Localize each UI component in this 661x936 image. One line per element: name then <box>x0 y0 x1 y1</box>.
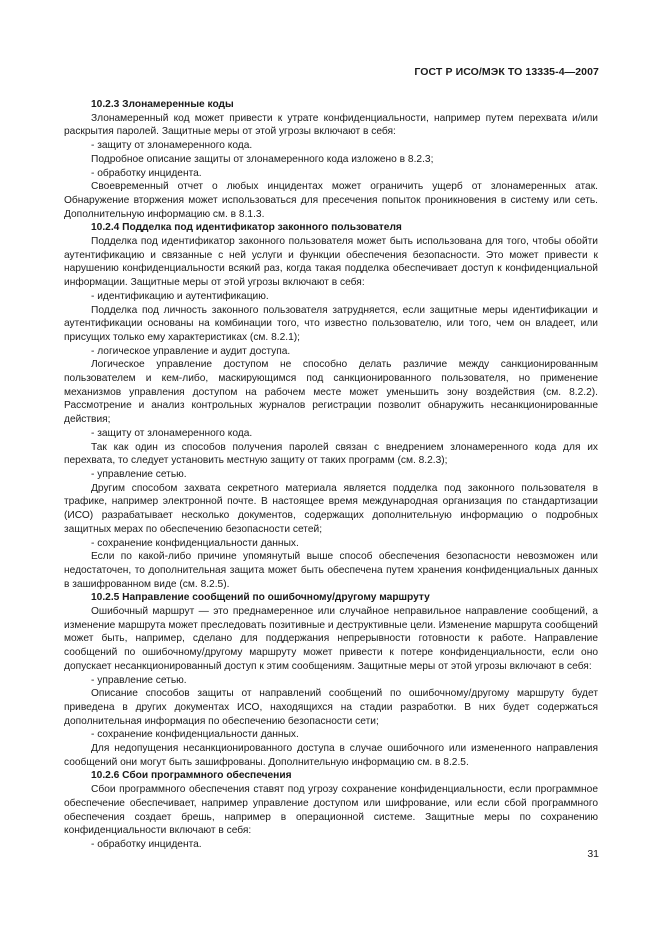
list-item: - сохранение конфиденциальности данных. <box>91 537 299 549</box>
paragraph: Ошибочный маршрут — это преднамеренное или случайное неправильное направление сообщений, а изменение маршрута может преследовать позитивные и деструктивные цели. Изменение маршрута сообщений может быть, например, сделано для поддержания непрерывности готовности к работе. Направление сообщений по ошибочному/другому маршруту может привести к потере конфиденциальности, если оно допускает несанкционированный доступ к этим сообщениям. Защитные меры от этой угрозы включают в себя: <box>64 606 598 672</box>
section-10-2-4 <box>64 221 598 591</box>
paragraph: Если по какой-либо причине упомянутый выше способ обеспечения безопасности невозможен или недостаточен, то дополнительная защита может быть обеспечена путем хранения конфиденциальных данных в зашифрованном виде (см. 8.2.5). <box>64 551 598 590</box>
paragraph: Логическое управление доступом не способно делать различие между санкционированным пользователем и кем-либо, маскирующимся под санкционированного пользователя, но применение механизмов управления доступом на рабочем месте может уменьшить зону воздействия (см. 8.2.2). Рассмотрение и анализ контрольных журналов регистрации позволит обнаружить несанкционированные действия; <box>64 359 598 426</box>
list-item: - управление сетью. <box>91 674 187 686</box>
section-heading: 10.2.4 Подделка под идентификатор законного пользователя <box>91 222 402 234</box>
section-10-2-5 <box>64 591 598 769</box>
list-item: - управление сетью. <box>91 468 187 480</box>
section-heading: 10.2.6 Сбои программного обеспечения <box>91 770 292 782</box>
list-item: - логическое управление и аудит доступа. <box>91 345 291 357</box>
section-heading: 10.2.5 Направление сообщений по ошибочному/другому маршруту <box>91 592 430 604</box>
paragraph: Подделка под идентификатор законного пользователя может быть использована для того, чтобы обойти аутентификацию и связанные с ней услуги и функции обеспечения безопасности. Это может привести к нарушению конфиденциальности всякий раз, когда такая подделка обеспечивает доступ к конфиденциальной информации. Защитные меры от этой угрозы включают в себя: <box>64 236 598 289</box>
paragraph: Подробное описание защиты от злонамеренного кода изложено в 8.2.3; <box>91 153 434 165</box>
section-10-2-6 <box>64 769 598 851</box>
paragraph: Описание способов защиты от направлений сообщений по ошибочному/другому маршруту будет приведена в других документах ИСО, находящихся на стадии разработки. В них будет содержаться дополнительная информация по обеспечению безопасности сети; <box>64 688 598 727</box>
paragraph: Так как один из способов получения паролей связан с внедрением злонамеренного кода для их перехвата, то следует установить местную защиту от таких программ (см. 8.2.3); <box>64 441 598 467</box>
list-item: - обработку инцидента. <box>91 838 202 850</box>
list-item: - сохранение конфиденциальности данных. <box>91 729 299 741</box>
list-item: - идентификацию и аутентификацию. <box>91 290 269 302</box>
document-header: ГОСТ Р ИСО/МЭК ТО 13335-4—2007 <box>414 66 599 78</box>
list-item: - защиту от злонамеренного кода. <box>91 427 253 439</box>
section-10-2-3 <box>64 98 598 221</box>
list-item: - защиту от злонамеренного кода. <box>91 140 253 152</box>
paragraph: Другим способом захвата секретного материала является подделка под законного пользователя в трафике, например электронной почте. В настоящее время международная организация по стандартизации (ИСО) разрабатывает несколько документов, содержащих дополнительную информацию о подробных защитных мерах по обеспечению безопасности сетей; <box>64 482 598 535</box>
paragraph: Своевременный отчет о любых инцидентах может ограничить ущерб от злонамеренных атак. Обнаружение вторжения может использоваться для пресечения попыток проникновения в систему или сеть. Дополнительную информацию см. в 8.1.3. <box>64 181 598 220</box>
paragraph: Сбои программного обеспечения ставят под угрозу сохранение конфиденциальности, если программное обеспечение обеспечивает, например управление доступом или шифрование, или если сбой программного обеспечения создает брешь, например в операционной системе. Защитные меры по сохранению конфиденциальности включают в себя: <box>64 784 598 837</box>
paragraph: Злонамеренный код может привести к утрате конфиденциальности, например путем перехвата и/или раскрытия паролей. Защитные меры от этой угрозы включают в себя: <box>64 112 598 138</box>
paragraph: Подделка под личность законного пользователя затрудняется, если защитные меры идентификации и аутентификации основаны на комбинации того, что известно пользователю, или того, чем он владеет, или присущих только ему характеристиках (см. 8.2.1); <box>64 304 598 343</box>
page-number: 31 <box>587 848 599 860</box>
paragraph: Для недопущения несанкционированного доступа в случае ошибочного или измененного направления сообщений они могут быть зашифрованы. Дополнительную информацию см. в 8.2.5. <box>64 743 598 768</box>
section-heading: 10.2.3 Злонамеренные коды <box>91 99 234 110</box>
document-body <box>64 98 598 852</box>
list-item: - обработку инцидента. <box>91 167 202 179</box>
